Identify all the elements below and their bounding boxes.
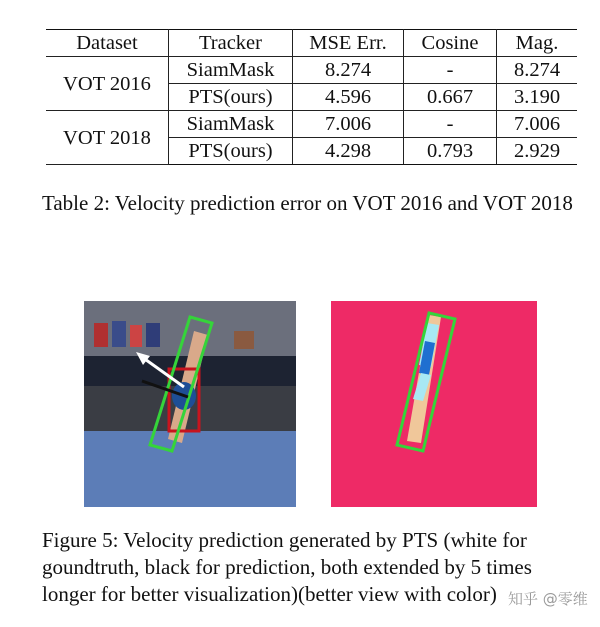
flag-blue (112, 321, 126, 347)
mask-image (331, 301, 537, 507)
mse-cell: 4.596 (293, 84, 404, 111)
tracker-cell: PTS(ours) (169, 84, 293, 111)
table-caption: Table 2: Velocity prediction error on VOT 2016 and VOT 2018 (42, 191, 573, 215)
velocity-table (46, 29, 577, 165)
mag-cell: 3.190 (497, 84, 578, 111)
mag-cell: 2.929 (497, 138, 578, 165)
mask-svg (331, 301, 537, 507)
flag-red-2 (130, 325, 142, 347)
mse-cell: 8.274 (293, 57, 404, 84)
tracker-cell: SiamMask (169, 57, 293, 84)
cosine-cell: - (404, 111, 497, 138)
mag-cell: 7.006 (497, 111, 578, 138)
header-tracker: Tracker (169, 30, 293, 57)
header-dataset: Dataset (46, 30, 169, 57)
table-header-row (46, 30, 577, 57)
mag-cell: 8.274 (497, 57, 578, 84)
flag-brown (234, 331, 254, 349)
mse-cell: 4.298 (293, 138, 404, 165)
tracker-cell: PTS(ours) (169, 138, 293, 165)
tracking-frame-image (84, 301, 296, 507)
header-mse: MSE Err. (293, 30, 404, 57)
flag-blue-2 (146, 323, 160, 347)
floor-mat (84, 431, 296, 507)
watermark: 知乎 @零维 (508, 590, 588, 608)
tracking-frame-svg (84, 301, 296, 507)
mse-cell: 7.006 (293, 111, 404, 138)
table-row (46, 57, 577, 84)
dataset-cell: VOT 2018 (46, 111, 169, 165)
flag-red (94, 323, 108, 347)
cosine-cell: - (404, 57, 497, 84)
header-cosine: Cosine (404, 30, 497, 57)
header-mag: Mag. (497, 30, 578, 57)
figure-caption: Figure 5: Velocity prediction generated by PTS (white for goundtruth, black for prediction, both extended by 5 times longer for better visualization)(better view with color) (42, 528, 532, 606)
table-row (46, 111, 577, 138)
tracker-cell: SiamMask (169, 111, 293, 138)
cosine-cell: 0.793 (404, 138, 497, 165)
cosine-cell: 0.667 (404, 84, 497, 111)
dataset-cell: VOT 2016 (46, 57, 169, 111)
